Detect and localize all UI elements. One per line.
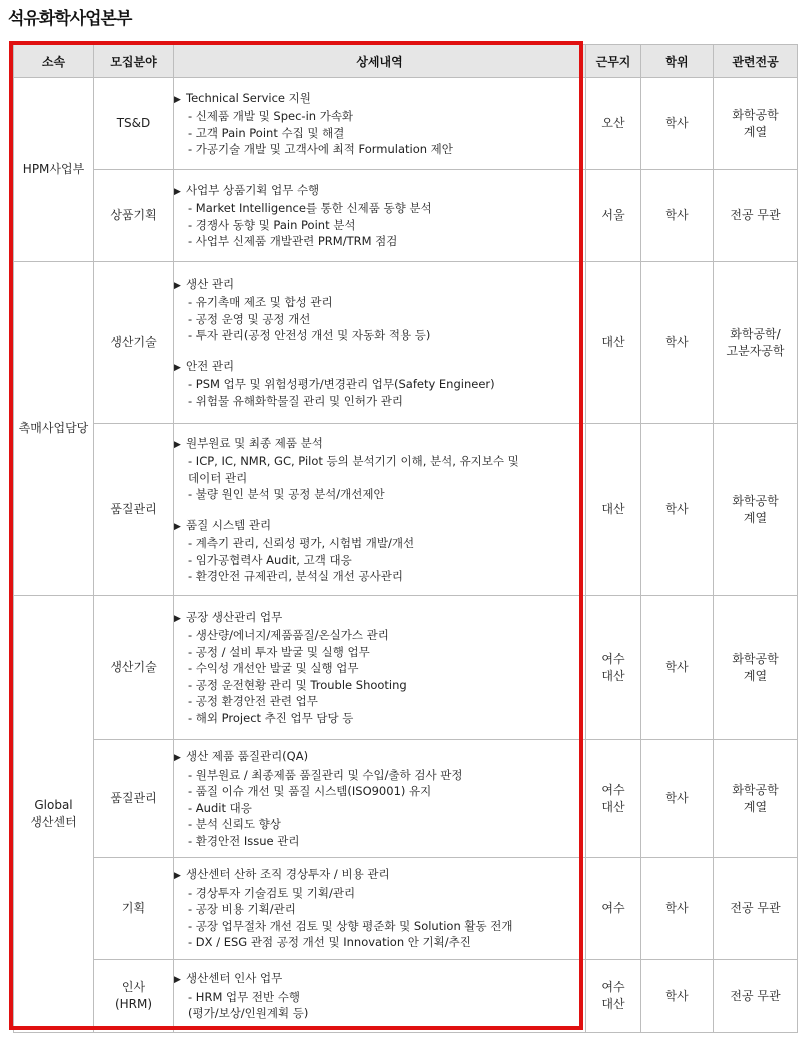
major-cell: 화학공학 계열 bbox=[714, 424, 798, 596]
detail-item: - PSM 업무 및 위험성평가/변경관리 업무(Safety Engineer) bbox=[188, 377, 495, 392]
detail-item: - 유기촉매 제조 및 합성 관리 bbox=[188, 295, 333, 310]
dept-cell: 촉매사업담당 bbox=[14, 262, 94, 596]
detail-item: - 분석 신뢰도 향상 bbox=[188, 817, 281, 831]
detail-block bbox=[174, 276, 585, 344]
location-cell: 여수 bbox=[586, 858, 641, 960]
location-cell: 오산 bbox=[586, 78, 641, 170]
field-cell: 기획 bbox=[94, 858, 174, 960]
triangle-bullet-icon: ▶ bbox=[174, 362, 181, 373]
field-cell: 인사 (HRM) bbox=[94, 960, 174, 1033]
triangle-bullet-icon: ▶ bbox=[174, 94, 181, 105]
detail-cell bbox=[174, 424, 586, 596]
major-cell: 전공 무관 bbox=[714, 170, 798, 262]
header-degree: 학위 bbox=[641, 45, 714, 78]
detail-item: - 위험물 유해화학물질 관리 및 인허가 관리 bbox=[188, 393, 403, 408]
detail-block bbox=[174, 866, 585, 951]
page-title: 석유화학사업본부 bbox=[8, 9, 132, 29]
detail-heading: ▶ 생산센터 산하 조직 경상투자 / 비용 관리 bbox=[174, 866, 585, 885]
field-cell: 생산기술 bbox=[94, 596, 174, 740]
table-row bbox=[14, 424, 798, 596]
triangle-bullet-icon: ▶ bbox=[174, 753, 181, 763]
detail-cell bbox=[174, 596, 586, 740]
field-cell: 품질관리 bbox=[94, 424, 174, 596]
degree-cell: 학사 bbox=[641, 424, 714, 596]
detail-cell bbox=[174, 858, 586, 960]
degree-cell: 학사 bbox=[641, 858, 714, 960]
detail-item: - Market Intelligence를 통한 신제품 동향 분석 bbox=[188, 201, 432, 215]
header-detail: 상세내역 bbox=[174, 45, 586, 78]
table-row bbox=[14, 858, 798, 960]
detail-item: - Audit 대응 bbox=[188, 800, 252, 815]
detail-item: - 원부원료 / 최종제품 품질관리 및 수입/출하 검사 판정 bbox=[188, 767, 463, 782]
detail-item: - 임가공협력사 Audit, 고객 대응 bbox=[188, 552, 352, 567]
detail-block bbox=[174, 90, 585, 158]
major-cell: 화학공학 계열 bbox=[714, 596, 798, 740]
detail-item: - 사업부 신제품 개발관련 PRM/TRM 점검 bbox=[188, 234, 398, 248]
dept-cell: Global 생산센터 bbox=[14, 596, 94, 1033]
detail-item: - 투자 관리(공정 안전성 개선 및 자동화 적용 등) bbox=[188, 328, 431, 343]
triangle-bullet-icon: ▶ bbox=[174, 975, 181, 986]
triangle-bullet-icon: ▶ bbox=[174, 280, 181, 291]
major-cell: 화학공학 계열 bbox=[714, 740, 798, 858]
detail-block bbox=[174, 517, 585, 585]
detail-item: - DX / ESG 관점 공정 개선 및 Innovation 안 기획/추진 bbox=[188, 935, 471, 950]
major-cell: 화학공학/ 고분자공학 bbox=[714, 262, 798, 424]
detail-block bbox=[174, 435, 585, 503]
detail-cell bbox=[174, 78, 586, 170]
detail-heading: ▶ 안전 관리 bbox=[174, 358, 585, 377]
detail-item: - 수익성 개선안 발굴 및 실행 업무 bbox=[188, 661, 359, 676]
detail-item: - 가공기술 개발 및 고객사에 최적 Formulation 제안 bbox=[188, 142, 453, 156]
detail-heading: ▶ Technical Service 지원 bbox=[174, 90, 585, 109]
detail-block bbox=[174, 609, 585, 727]
major-cell: 전공 무관 bbox=[714, 960, 798, 1033]
detail-heading: ▶ 사업부 상품기획 업무 수행 bbox=[174, 182, 585, 201]
detail-block bbox=[174, 358, 585, 410]
header-major: 관련전공 bbox=[714, 45, 798, 78]
degree-cell: 학사 bbox=[641, 740, 714, 858]
table-row bbox=[14, 78, 798, 170]
header-dept: 소속 bbox=[14, 45, 94, 78]
field-cell: 생산기술 bbox=[94, 262, 174, 424]
triangle-bullet-icon: ▶ bbox=[174, 439, 181, 450]
detail-item: - 계측기 관리, 신뢰성 평가, 시험법 개발/개선 bbox=[188, 536, 415, 550]
detail-item: - 불량 원인 분석 및 공정 분석/개선제안 bbox=[188, 487, 385, 501]
detail-item: - 품질 이슈 개선 및 품질 시스템(ISO9001) 유지 bbox=[188, 784, 432, 798]
detail-cell bbox=[174, 740, 586, 858]
detail-item: - 경쟁사 동향 및 Pain Point 분석 bbox=[188, 217, 356, 232]
detail-item: - 공장 업무절차 개선 검토 및 상향 평준화 및 Solution 활동 전개 bbox=[188, 918, 513, 933]
major-cell: 전공 무관 bbox=[714, 858, 798, 960]
detail-item: (평가/보상/인원계획 등) bbox=[188, 1006, 309, 1021]
detail-item: - 환경안전 Issue 관리 bbox=[188, 833, 300, 848]
recruitment-table bbox=[13, 44, 798, 1033]
location-cell: 여수 대산 bbox=[586, 596, 641, 740]
detail-item: - 환경안전 규제관리, 분석실 개선 공사관리 bbox=[188, 569, 403, 583]
table-row bbox=[14, 262, 798, 424]
triangle-bullet-icon: ▶ bbox=[174, 613, 181, 624]
detail-item: - 신제품 개발 및 Spec-in 가속화 bbox=[188, 109, 354, 123]
detail-item: - 공정 운영 및 공정 개선 bbox=[188, 311, 311, 326]
detail-cell bbox=[174, 262, 586, 424]
detail-cell bbox=[174, 170, 586, 262]
location-cell: 대산 bbox=[586, 262, 641, 424]
detail-block bbox=[174, 748, 585, 849]
detail-item: - 공정 운전현황 관리 및 Trouble Shooting bbox=[188, 677, 407, 692]
dept-cell: HPM사업부 bbox=[14, 78, 94, 262]
table-row bbox=[14, 960, 798, 1033]
detail-item: - ICP, IC, NMR, GC, Pilot 등의 분석기기 이해, 분석, 유지보수 및 데이터 관리 bbox=[188, 454, 519, 485]
detail-item: - 고객 Pain Point 수집 및 해결 bbox=[188, 125, 345, 140]
detail-cell bbox=[174, 960, 586, 1033]
detail-item: - 생산량/에너지/제품품질/온실가스 관리 bbox=[188, 628, 389, 643]
detail-block bbox=[174, 182, 585, 250]
detail-item: - 공장 비용 기획/관리 bbox=[188, 902, 296, 917]
detail-heading: ▶ 공장 생산관리 업무 bbox=[174, 609, 585, 628]
degree-cell: 학사 bbox=[641, 78, 714, 170]
location-cell: 대산 bbox=[586, 424, 641, 596]
field-cell: TS&D bbox=[94, 78, 174, 170]
degree-cell: 학사 bbox=[641, 596, 714, 740]
location-cell: 여수 대산 bbox=[586, 960, 641, 1033]
detail-item: - 공정 환경안전 관련 업무 bbox=[188, 694, 318, 709]
table-row bbox=[14, 596, 798, 740]
degree-cell: 학사 bbox=[641, 170, 714, 262]
detail-block bbox=[174, 970, 585, 1022]
field-cell: 품질관리 bbox=[94, 740, 174, 858]
location-cell: 여수 대산 bbox=[586, 740, 641, 858]
triangle-bullet-icon: ▶ bbox=[174, 186, 181, 197]
header-field: 모집분야 bbox=[94, 45, 174, 78]
detail-item: - 해외 Project 추진 업무 담당 등 bbox=[188, 710, 354, 725]
degree-cell: 학사 bbox=[641, 960, 714, 1033]
header-location: 근무지 bbox=[586, 45, 641, 78]
detail-item: - 경상투자 기술검토 및 기획/관리 bbox=[188, 885, 356, 900]
table-header-row bbox=[14, 45, 798, 78]
detail-item: - 공정 / 설비 투자 발굴 및 실행 업무 bbox=[188, 644, 370, 659]
detail-heading: ▶ 생산 관리 bbox=[174, 276, 585, 295]
detail-heading: ▶ 품질 시스템 관리 bbox=[174, 517, 585, 536]
detail-item: - HRM 업무 전반 수행 bbox=[188, 989, 300, 1004]
detail-heading: ▶ 생산 제품 품질관리(QA) bbox=[174, 748, 585, 767]
table-row bbox=[14, 740, 798, 858]
degree-cell: 학사 bbox=[641, 262, 714, 424]
triangle-bullet-icon: ▶ bbox=[174, 521, 181, 532]
detail-heading: ▶ 원부원료 및 최종 제품 분석 bbox=[174, 435, 585, 454]
field-cell: 상품기획 bbox=[94, 170, 174, 262]
detail-heading: ▶ 생산센터 인사 업무 bbox=[174, 970, 585, 989]
location-cell: 서울 bbox=[586, 170, 641, 262]
table-row bbox=[14, 170, 798, 262]
triangle-bullet-icon: ▶ bbox=[174, 871, 181, 882]
major-cell: 화학공학 계열 bbox=[714, 78, 798, 170]
